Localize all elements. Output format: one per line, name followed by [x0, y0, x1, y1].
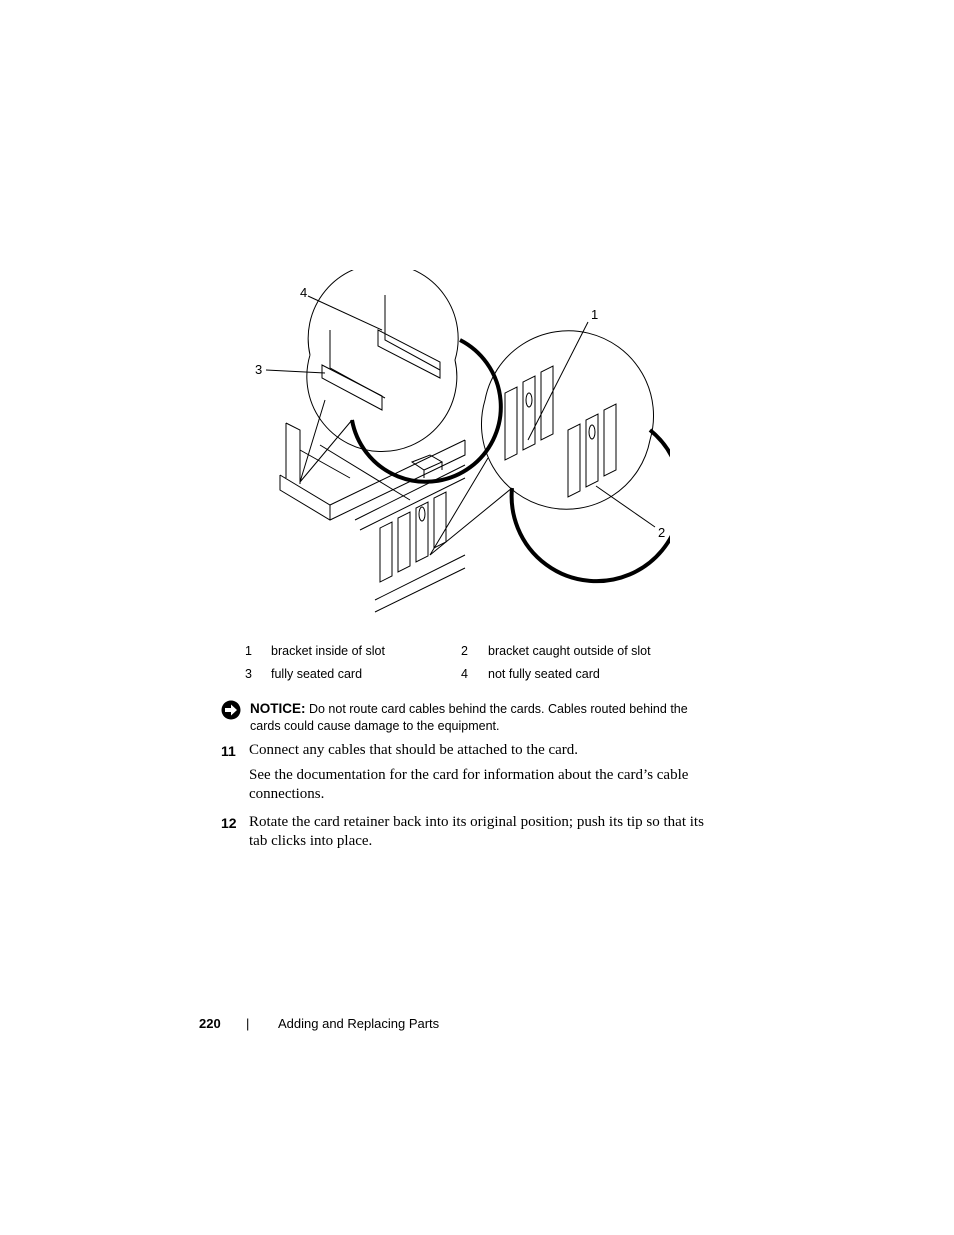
footer-section-title: Adding and Replacing Parts: [278, 1016, 440, 1031]
legend-text: bracket inside of slot: [271, 644, 385, 658]
callout-4: 4: [300, 285, 308, 300]
step-text: Rotate the card retainer back into its original position; push its tip so that its tab clicks into place.: [249, 814, 704, 849]
legend-num: 1: [245, 644, 252, 658]
legend-num: 3: [245, 667, 252, 681]
footer-separator: |: [246, 1016, 250, 1031]
step-text: Connect any cables that should be attached to the card.: [249, 742, 579, 758]
callout-1: 1: [591, 307, 599, 322]
step-number: 11: [221, 743, 236, 759]
callout-2: 2: [658, 525, 666, 540]
card-seating-illustration: [240, 270, 670, 630]
notice-body: Do not route card cables behind the cards. Cables routed behind the cards could cause damage to the equipment.: [250, 702, 688, 733]
legend-num: 2: [461, 644, 468, 658]
step-number: 12: [221, 815, 237, 831]
legend-num: 4: [461, 667, 468, 681]
page-number: 220: [199, 1016, 221, 1031]
legend-text: bracket caught outside of slot: [488, 644, 651, 658]
legend-text: fully seated card: [271, 667, 363, 681]
notice-label: NOTICE:: [250, 701, 306, 716]
notice-arrow-icon: [221, 700, 241, 720]
step-subtext: See the documentation for the card for information about the card’s cable connections.: [249, 767, 689, 802]
callout-3: 3: [255, 362, 263, 377]
legend-text: not fully seated card: [488, 667, 600, 681]
notice-text: [250, 700, 710, 735]
